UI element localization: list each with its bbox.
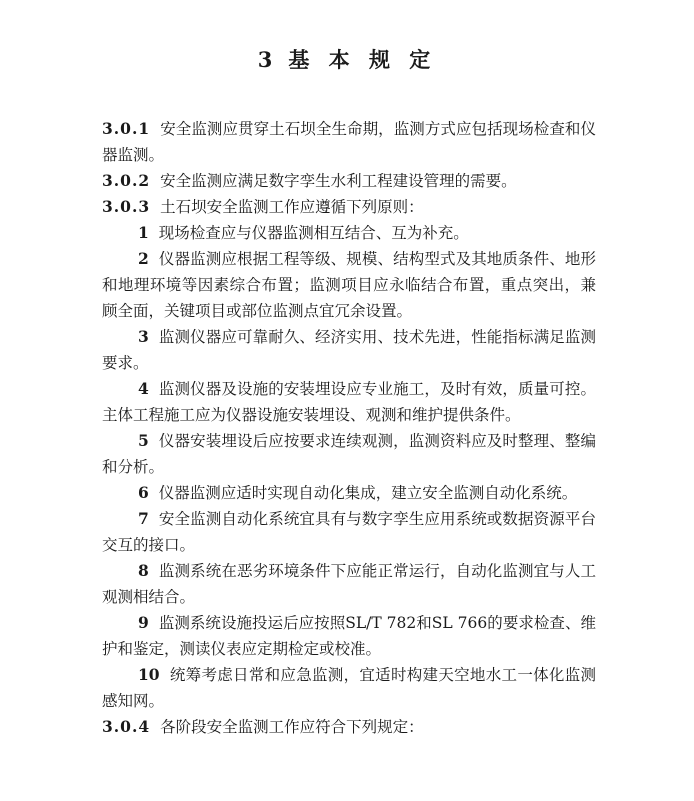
- section-number: 3: [257, 47, 279, 72]
- item-text: 监测系统在恶劣环境条件下应能正常运行，自动化监测宜与人工观测相结合。: [102, 562, 596, 606]
- section-heading: [0, 44, 694, 76]
- item-number: 4: [138, 379, 149, 398]
- clause-number: 3.0.2: [102, 171, 151, 190]
- clause-text: 安全监测应贯穿土石坝全生命期，监测方式应包括现场检查和仪器监测。: [102, 120, 596, 164]
- list-item-8: [102, 558, 596, 610]
- item-number: 9: [138, 613, 149, 632]
- item-number: 3: [138, 327, 149, 346]
- clause-text: 安全监测应满足数字孪生水利工程建设管理的需要。: [160, 172, 517, 190]
- item-number: 2: [138, 249, 149, 268]
- clause-number: 3.0.4: [102, 717, 151, 736]
- list-item-7: [102, 506, 596, 558]
- item-number: 7: [138, 509, 149, 528]
- list-item-6: [102, 480, 596, 506]
- list-item-5: [102, 428, 596, 480]
- list-item-1: [102, 220, 596, 246]
- clause-3-0-3: [102, 194, 596, 220]
- clause-text: 土石坝安全监测工作应遵循下列原则：: [160, 198, 424, 216]
- item-text: 仪器监测应根据工程等级、规模、结构型式及其地质条件、地形和地理环境等因素综合布置；监测项目应永临结合布置，重点突出，兼顾全面，关键项目或部位监测点宜冗余设置。: [102, 250, 596, 320]
- item-text: 监测系统设施投运后应按照SL/T 782和SL 766的要求检查、维护和鉴定，测读仪表应定期检定或校准。: [102, 614, 596, 658]
- item-number: 10: [138, 665, 160, 684]
- section-body: [102, 116, 596, 740]
- clause-3-0-2: [102, 168, 596, 194]
- clause-3-0-1: [102, 116, 596, 168]
- clause-number: 3.0.1: [102, 119, 151, 138]
- item-number: 1: [138, 223, 149, 242]
- clause-text: 各阶段安全监测工作应符合下列规定：: [160, 718, 424, 736]
- item-text: 现场检查应与仪器监测相互结合、互为补充。: [158, 224, 469, 242]
- item-text: 仪器监测应适时实现自动化集成，建立安全监测自动化系统。: [158, 484, 578, 502]
- list-item-2: [102, 246, 596, 324]
- item-text: 监测仪器应可靠耐久、经济实用、技术先进，性能指标满足监测要求。: [102, 328, 596, 372]
- list-item-4: [102, 376, 596, 428]
- item-number: 5: [138, 431, 149, 450]
- item-number: 6: [138, 483, 149, 502]
- clause-number: 3.0.3: [102, 197, 151, 216]
- item-text: 统筹考虑日常和应急监测，宜适时构建天空地水工一体化监测感知网。: [102, 666, 596, 710]
- item-text: 安全监测自动化系统宜具有与数字孪生应用系统或数据资源平台交互的接口。: [102, 510, 596, 554]
- list-item-9: [102, 610, 596, 662]
- section-title: 基 本 规 定: [288, 47, 437, 72]
- list-item-10: [102, 662, 596, 714]
- list-item-3: [102, 324, 596, 376]
- clause-3-0-4: [102, 714, 596, 740]
- item-number: 8: [138, 561, 149, 580]
- item-text: 监测仪器及设施的安装埋设应专业施工，及时有效，质量可控。主体工程施工应为仪器设施安装埋设、观测和维护提供条件。: [102, 380, 596, 424]
- item-text: 仪器安装埋设后应按要求连续观测，监测资料应及时整理、整编和分析。: [102, 432, 596, 476]
